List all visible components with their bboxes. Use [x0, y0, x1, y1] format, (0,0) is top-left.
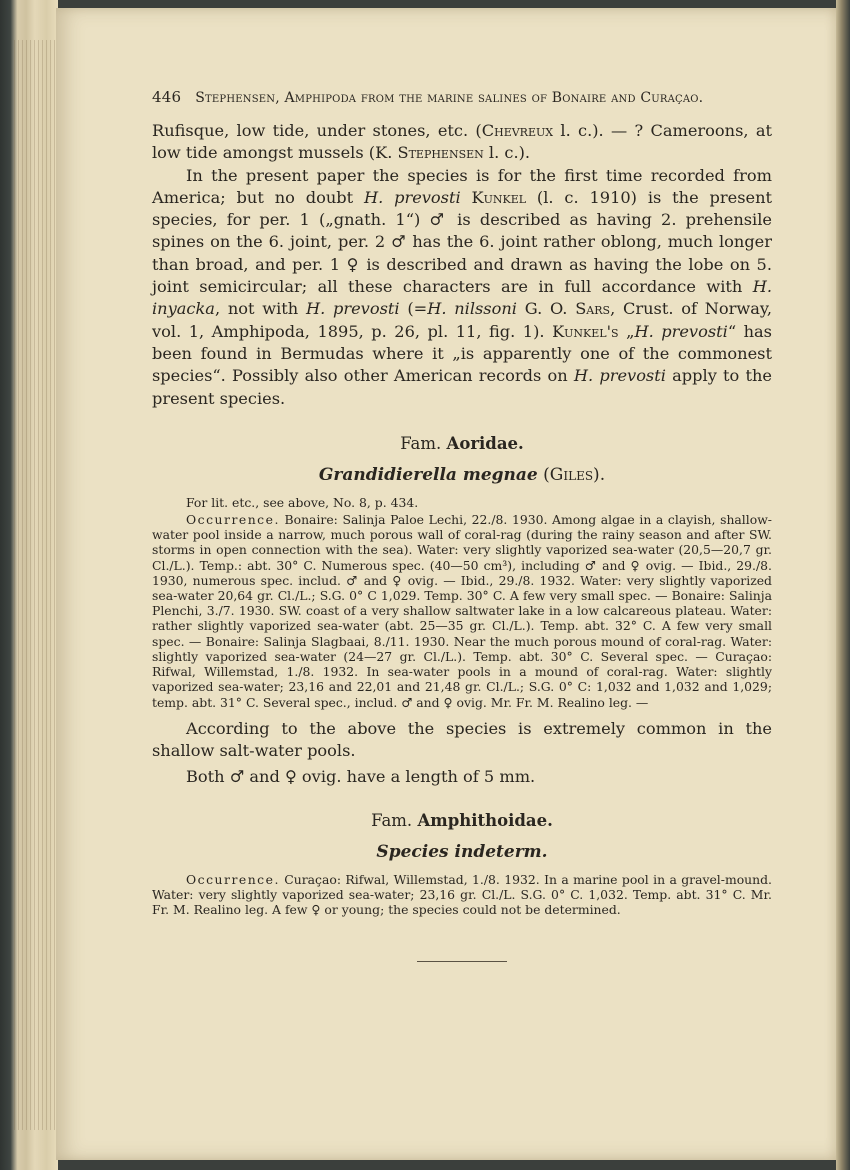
- running-title: Stephensen, Amphipoda from the marine salines of Bonaire and Curaçao.: [195, 90, 704, 106]
- author-name: Kunkel's: [552, 321, 619, 341]
- running-header: [152, 88, 772, 106]
- taxon-name: H. prevosti: [305, 299, 400, 319]
- occurrence-block-1: [152, 495, 772, 710]
- body-text-middle: [152, 718, 772, 789]
- taxon-name: H. nilssoni: [427, 299, 517, 319]
- author-name: Sars: [575, 299, 611, 319]
- paragraph-length: Both ♂ and ♀ ovig. have a length of 5 mm.: [186, 767, 536, 787]
- book-page-edges: [0, 0, 58, 1170]
- occurrence-block-2: [152, 872, 772, 918]
- author-name: Kunkel: [460, 187, 527, 207]
- literature-reference: For lit. etc., see above, No. 8, p. 434.: [186, 494, 419, 510]
- occurrence-label: Occurrence.: [186, 871, 280, 887]
- book-spine-shadow: [836, 0, 850, 1170]
- occurrence-paragraph: Occurrence. Curaçao: Rifwal, Willemstad, 1./8. 1932. In a marine pool in a gravel-mound. Water: very slightly vaporized sea-water; 23,16 gr. Cl./L. S.G. 0° C. 1,032. Temp. abt. 31° C. Mr. Fr. M. Realino leg. A few ♀ or young; the species could not be determined.: [152, 871, 772, 917]
- species-heading-grandidierella: Grandidierella megnae (Giles).: [318, 464, 606, 485]
- occurrence-paragraph: Occurrence. Bonaire: Salinja Paloe Lechi, 22./8. 1930. Among algae in a clayish, shallow-water pool inside a narrow, much porous wall of coral-rag (during the rainy season and after SW. storms in open connection with the sea). Water: very slightly vaporized sea-water (20,5—20,7 gr. Cl./L.). Temp.: abt. 30° C. Numerous spec. (40—50 cm³), including ♂ and ♀ ovig. — Ibid., 29./8. 1930, numerous spec. includ. ♂ and ♀ ovig. — Ibid., 29./8. 1932. Water: very slightly vaporized sea-water 20,64 gr. Cl./L.; S.G. 0° C 1,029. Temp. 30° C. A few very small spec. — Bonaire: Salinja Plenchi, 3./7. 1930. SW. coast of a very shallow saltwater lake in a low calcareous plateau. Water: rather slightly vaporized sea-water (abt. 25—35 gr. Cl./L.). Temp. abt. 32° C. A few very small spec. — Bonaire: Salinja Slagbaai, 8./11. 1930. Near the much porous mound of coral-rag. Water: slightly vaporized sea-water (24—27 gr. Cl./L.). Temp. abt. 30° C. Several spec. — Curaçao: Rifwal, Willemstad, 1./8. 1932. In sea-water pools in a mound of coral-rag. Water: slightly vaporized sea-water; 23,16 and 22,01 and 21,48 gr. Cl./L.; S.G. 0° C: 1,032 and 1,032 and 1,029; temp. abt. 31° C. Several spec., includ. ♂ and ♀ ovig. Mr. Fr. M. Realino leg. —: [152, 512, 772, 710]
- taxon-name: H. prevosti: [363, 187, 461, 207]
- taxon-name: H. prevosti: [573, 366, 666, 386]
- family-heading-aoridae: Fam. Aoridae.: [400, 433, 524, 453]
- page-number: 446: [152, 88, 182, 106]
- species-heading-indeterm: Species indeterm.: [376, 841, 548, 862]
- taxon-name: H. prevosti: [634, 321, 728, 341]
- end-rule: [417, 961, 507, 962]
- paragraph-continuation: Rufisque, low tide, under stones, etc. (Chevreux l. c.). — ? Cameroons, at low tide amongst mussels (K. Stephensen l. c.).: [152, 121, 772, 163]
- body-text-top: [152, 120, 772, 410]
- paragraph-summary: According to the above the species is extremely common in the shallow salt-water pools.: [152, 718, 772, 760]
- page-content: [152, 88, 772, 962]
- page-stack-lines: [14, 40, 58, 1130]
- family-heading-amphithoidae: Fam. Amphithoidae.: [371, 810, 553, 830]
- author-name: Stephensen: [397, 143, 484, 163]
- occurrence-label: Occurrence.: [186, 512, 280, 528]
- paragraph-discussion: In the present paper the species is for the first time recorded from America; but no doubt H. prevosti Kunkel (l. c. 1910) is the present species, for per. 1 („gnath. 1“) ♂ is described as having 2. prehensile spines on the 6. joint, per. 2 ♂ has the 6. joint rather oblong, much longer than broad, and per. 1 ♀ is described and drawn as having the lobe on 5. joint semicircular; all these characters are in full accordance with H. inyacka, not with H. prevosti (=H. nilssoni G. O. Sars, Crust. of Norway, vol. 1, Amphipoda, 1895, p. 26, pl. 11, fig. 1). Kunkel's „H. prevosti“ has been found in Bermudas where it „is apparently one of the commonest species“. Possibly also other American records on H. prevosti apply to the present species.: [152, 165, 773, 408]
- taxon-name: H. inyacka: [152, 277, 772, 319]
- author-name: Chevreux: [481, 121, 554, 140]
